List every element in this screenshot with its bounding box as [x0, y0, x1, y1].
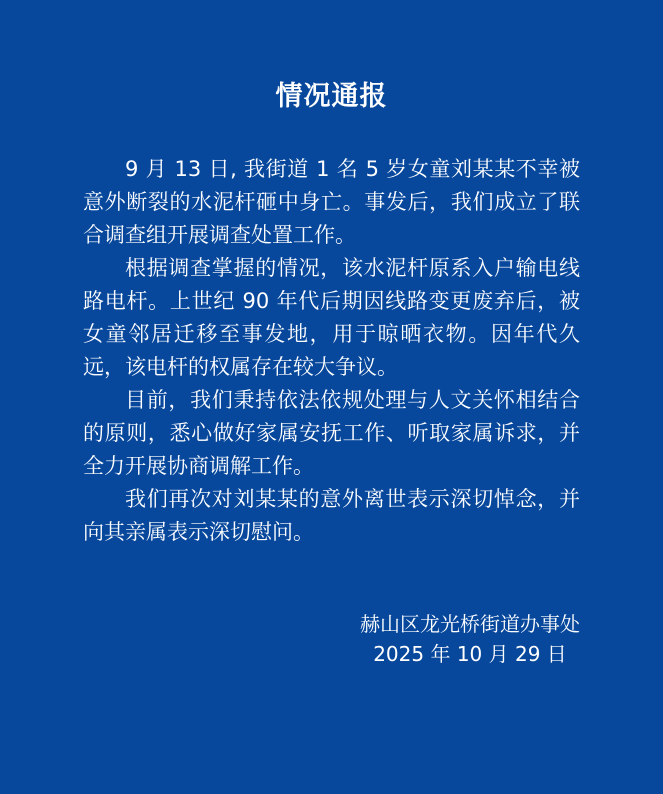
notice-paragraph-2: 根据调查掌握的情况，该水泥杆原系入户输电线路电杆。上世纪 90 年代后期因线路变更废弃后，被女童邻居迁移至事发地，用于晾晒衣物。因年代久远，该电杆的权属存在较大争议。 — [83, 256, 580, 379]
notice-paragraph-1: 9 月 13 日, 我街道 1 名 5 岁女童刘某某不幸被意外断裂的水泥杆砸中身亡。事发后，我们成立了联合调查组开展调查处置工作。 — [83, 157, 580, 247]
signature-area — [83, 609, 580, 669]
notice-body — [83, 153, 580, 549]
notice-paragraph-3: 目前，我们秉持依法依规处理与人文关怀相结合的原则，悉心做好家属安抚工作、听取家属诉求，并全力开展协商调解工作。 — [83, 388, 580, 478]
notice-date: 2025 年 10 月 29 日 — [373, 642, 567, 666]
notice-title: 情况通报 — [275, 81, 388, 112]
signature-block — [360, 609, 580, 669]
issuing-office: 赫山区龙光桥街道办事处 — [360, 612, 580, 636]
notice-paragraph-4: 我们再次对刘某某的意外离世表示深切悼念，并向其亲属表示深切慰问。 — [83, 487, 580, 544]
